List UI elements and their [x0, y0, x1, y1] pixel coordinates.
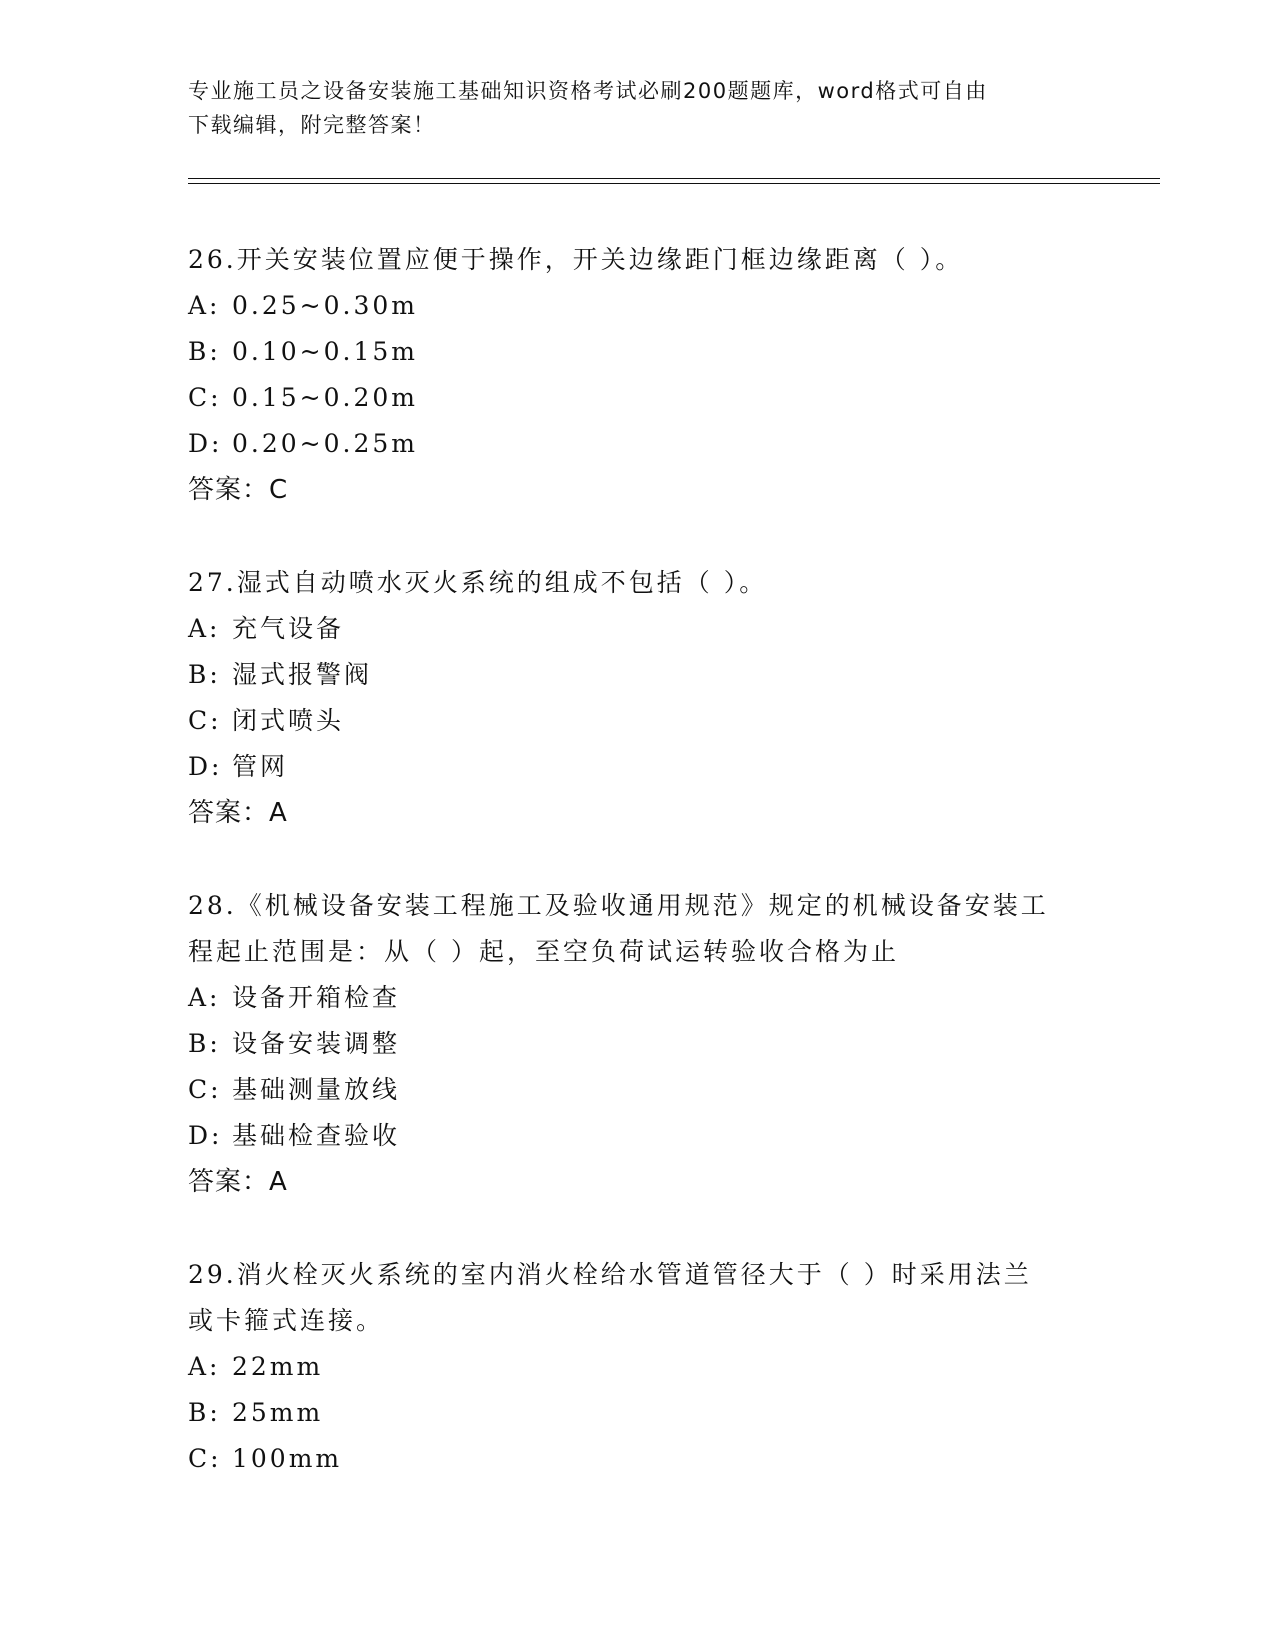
option-key: C: [188, 706, 222, 735]
option-d [188, 421, 1088, 467]
option-a [188, 606, 1088, 652]
option-text: 25mm [232, 1398, 324, 1427]
option-key: D: [188, 429, 223, 458]
question-26 [188, 237, 1088, 513]
option-b [188, 1390, 1088, 1436]
question-list [188, 237, 1088, 1529]
option-c [188, 375, 1088, 421]
option-b [188, 1021, 1088, 1067]
option-text: 0.10~0.15m [232, 337, 418, 366]
option-key: C: [188, 383, 222, 412]
option-key: A: [188, 291, 221, 320]
option-key: C: [188, 1444, 222, 1473]
option-text: 基础检查验收 [232, 1121, 401, 1150]
question-stem-line: 29.消火栓灭火系统的室内消火栓给水管道管径大于（ ）时采用法兰 [188, 1260, 1032, 1289]
header-title-line-1: 专业施工员之设备安装施工基础知识资格考试必刷200题题库，word格式可自由 [188, 79, 988, 103]
option-key: A: [188, 1352, 221, 1381]
option-text: 管网 [232, 752, 289, 781]
option-b [188, 329, 1088, 375]
option-key: B: [188, 1029, 221, 1058]
option-key: A: [188, 983, 221, 1012]
question-27 [188, 560, 1088, 836]
question-stem-line: 或卡箍式连接。 [188, 1306, 385, 1335]
option-key: B: [188, 1398, 221, 1427]
question-stem [188, 237, 1088, 283]
option-key: D: [188, 752, 223, 781]
document-header [188, 74, 1088, 142]
option-c [188, 1436, 1088, 1482]
question-stem [188, 560, 1088, 606]
question-stem-line: 28.《机械设备安装工程施工及验收通用规范》规定的机械设备安装工 [188, 891, 1049, 920]
answer-line: 答案：A [188, 798, 288, 828]
option-c [188, 698, 1088, 744]
option-text: 22mm [232, 1352, 324, 1381]
question-stem [188, 883, 1088, 975]
option-text: 设备开箱检查 [232, 983, 401, 1012]
option-text: 闭式喷头 [232, 706, 345, 735]
option-text: 0.20~0.25m [232, 429, 418, 458]
option-key: B: [188, 337, 221, 366]
question-stem [188, 1252, 1088, 1344]
option-key: A: [188, 614, 221, 643]
option-key: D: [188, 1121, 223, 1150]
answer-line: 答案：A [188, 1167, 288, 1197]
option-key: C: [188, 1075, 222, 1104]
question-29 [188, 1252, 1088, 1482]
option-c [188, 1067, 1088, 1113]
option-a [188, 283, 1088, 329]
option-text: 0.15~0.20m [232, 383, 418, 412]
option-d [188, 744, 1088, 790]
header-title-line-2: 下载编辑，附完整答案！ [188, 113, 436, 137]
header-divider-bottom [188, 183, 1160, 184]
option-text: 基础测量放线 [232, 1075, 401, 1104]
option-d [188, 1113, 1088, 1159]
question-stem-line: 27.湿式自动喷水灭火系统的组成不包括（ ）。 [188, 568, 768, 597]
option-a [188, 975, 1088, 1021]
option-text: 100mm [232, 1444, 343, 1473]
option-a [188, 1344, 1088, 1390]
option-text: 设备安装调整 [232, 1029, 401, 1058]
option-text: 0.25~0.30m [232, 291, 418, 320]
answer-line: 答案：C [188, 475, 289, 505]
option-text: 湿式报警阀 [232, 660, 373, 689]
question-stem-line: 程起止范围是：从（ ）起，至空负荷试运转验收合格为止 [188, 937, 899, 966]
header-divider-top [188, 178, 1160, 179]
option-text: 充气设备 [232, 614, 345, 643]
option-key: B: [188, 660, 221, 689]
question-28 [188, 883, 1088, 1205]
question-stem-line: 26.开关安装位置应便于操作，开关边缘距门框边缘距离（ ）。 [188, 245, 964, 274]
option-b [188, 652, 1088, 698]
